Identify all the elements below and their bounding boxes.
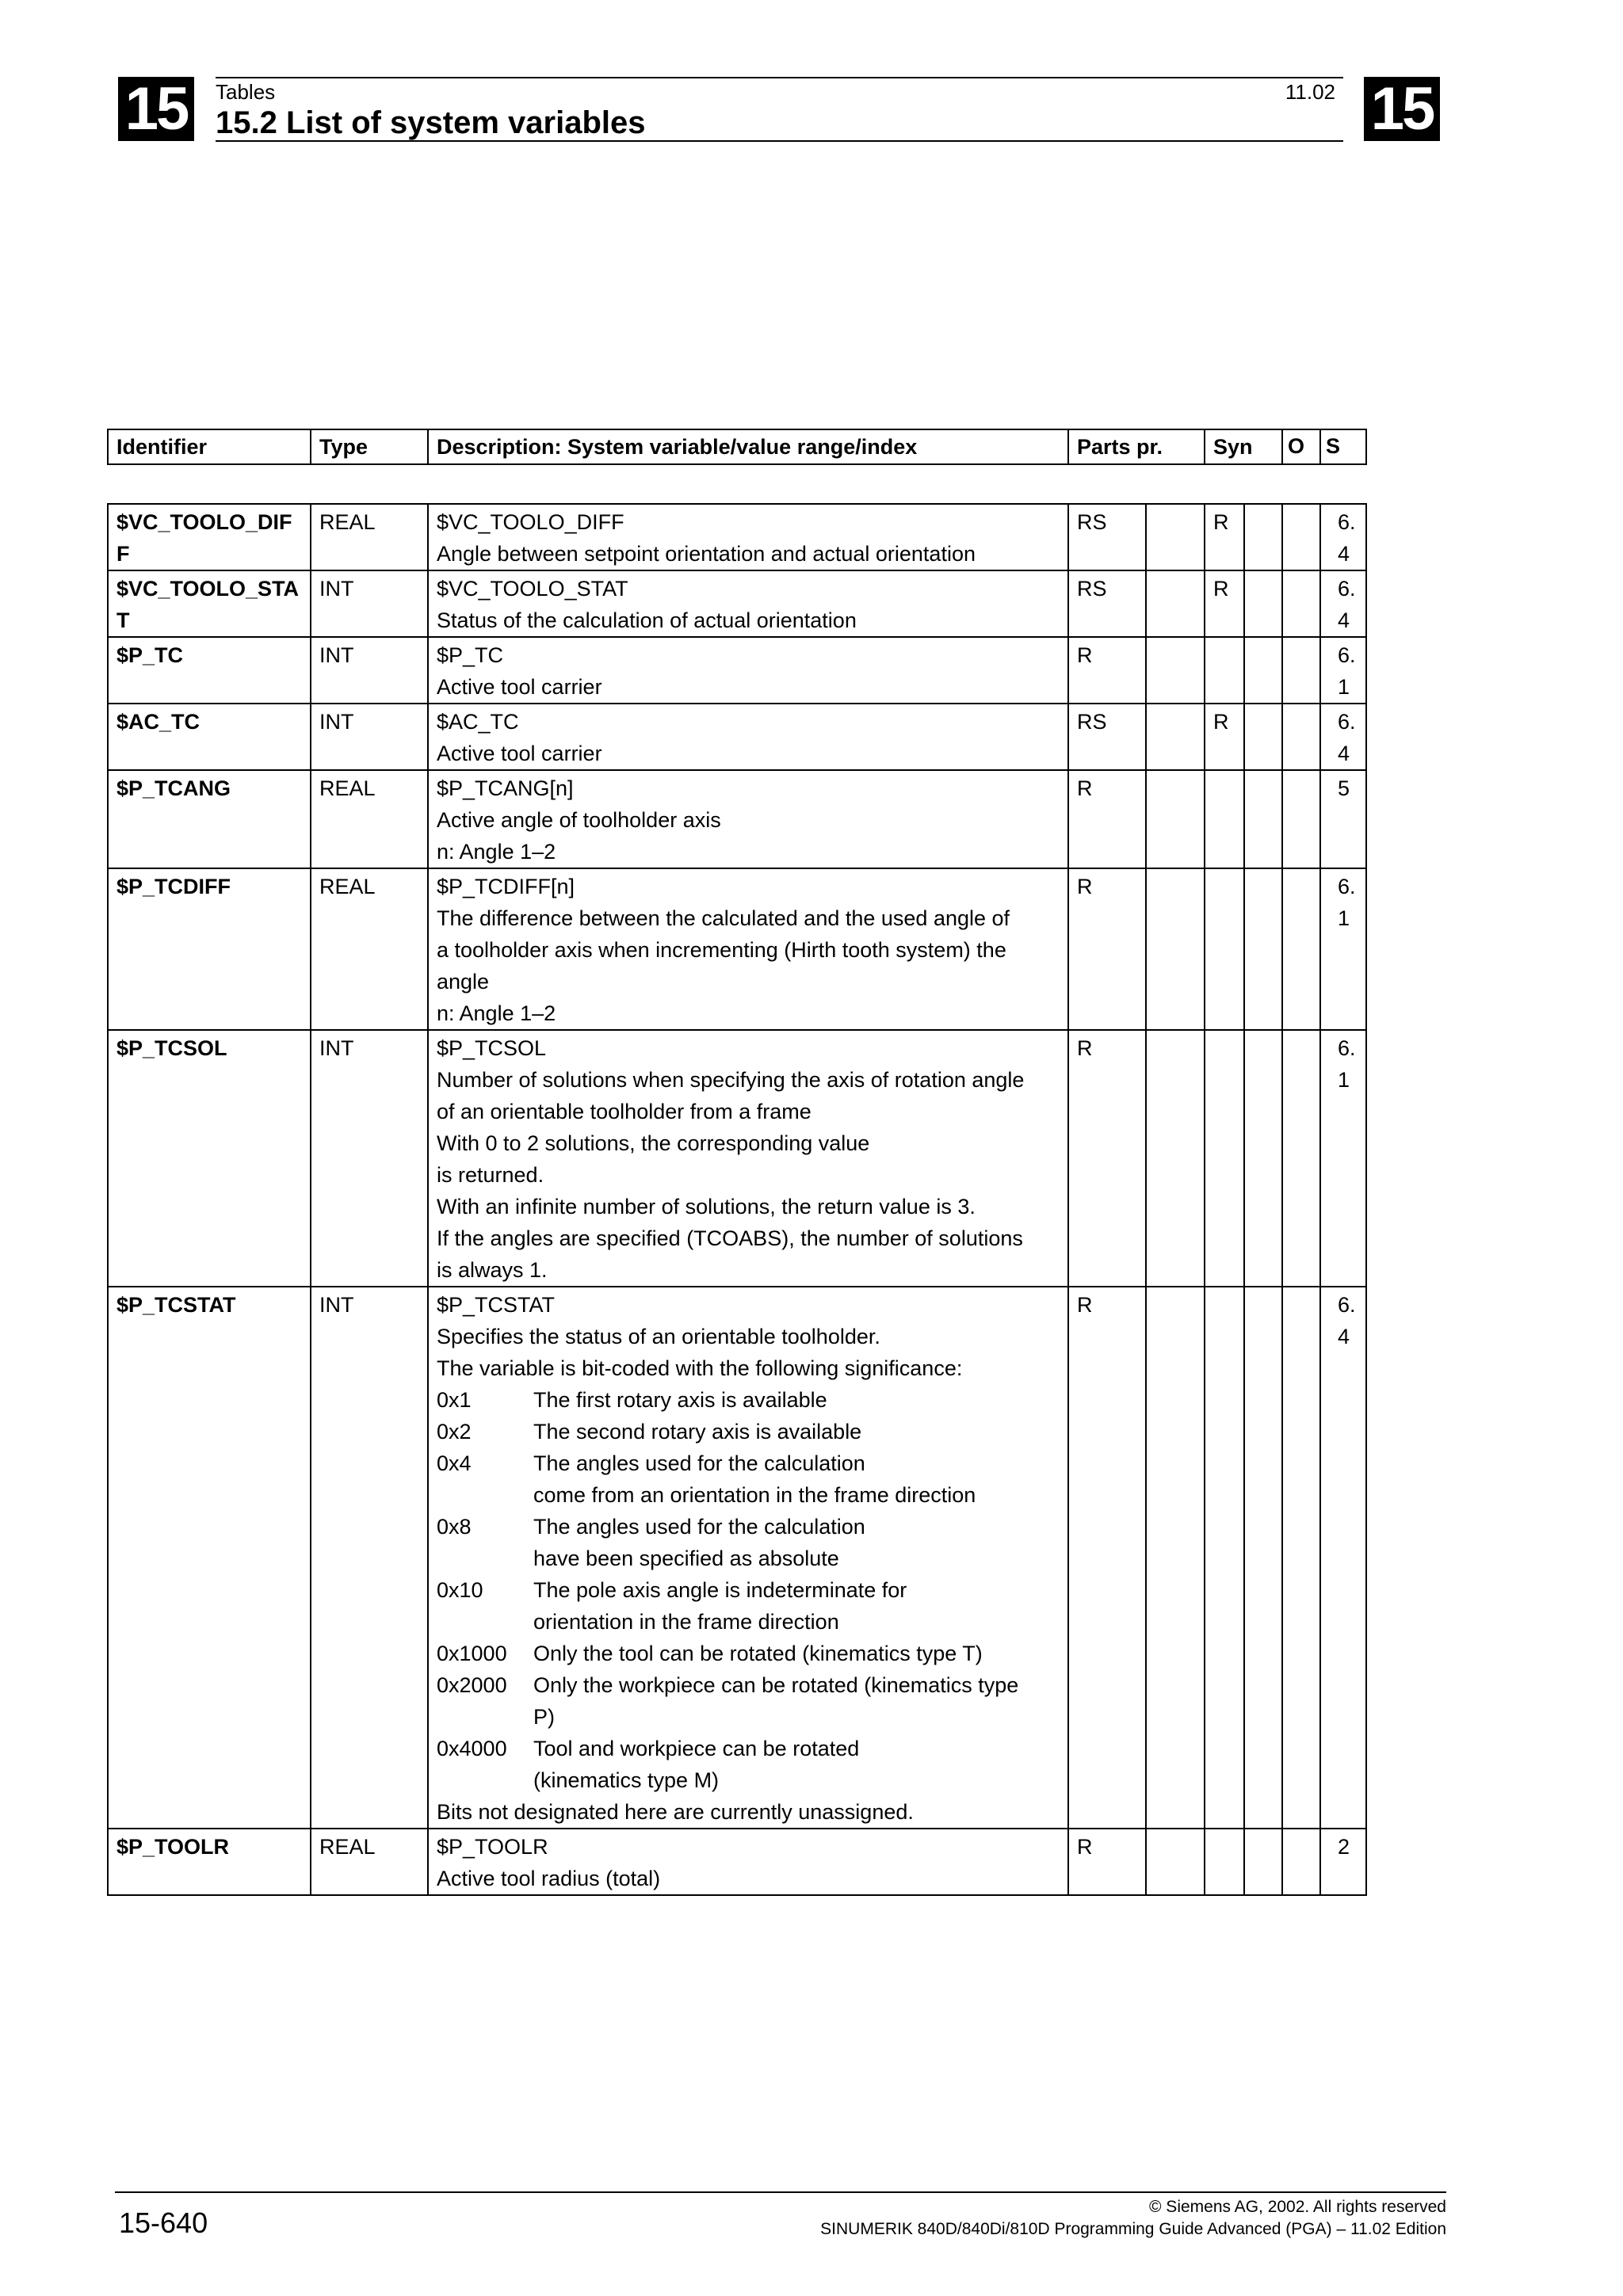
bit-definition [437,1416,1060,1447]
description-cell [428,504,1068,570]
copyright-notice: © Siemens AG, 2002. All rights reserved [1149,2198,1446,2216]
o-cell [1282,637,1320,704]
s-value: 6.4 [1338,510,1356,566]
parts-pr-cell: R [1068,637,1146,704]
table-row [108,1829,1366,1895]
header-section-label: Tables [216,80,276,104]
footer-rule [115,2191,1446,2193]
description-line: $P_TCANG[n] [437,776,574,800]
description-line: $VC_TOOLO_STAT [437,577,628,601]
o-cell [1282,504,1320,570]
syn-cell [1205,637,1244,704]
header-o: O [1282,429,1320,464]
system-variables-table [107,503,1367,1896]
table-row [108,1287,1366,1829]
type-cell: REAL [311,868,428,1030]
s-value: 6.1 [1338,643,1356,699]
table-row [108,570,1366,637]
s-value: 6.4 [1338,710,1356,765]
description-line: is always 1. [437,1258,548,1282]
s-value: 6.1 [1338,1036,1356,1092]
bit-code: 0x1 [437,1388,472,1412]
description-cell [428,1287,1068,1829]
description-line: Specifies the status of an orientable toolholder. [437,1325,880,1348]
header-syn: Syn [1205,429,1282,464]
syn-extra-cell [1244,570,1282,637]
description-line: If the angles are specified (TCOABS), the number of solutions [437,1226,1023,1250]
page-number: 15-640 [119,2206,208,2239]
identifier-cell: $VC_TOOLO_STAT [108,570,311,637]
description-line: n: Angle 1–2 [437,840,556,864]
bit-code: 0x2 [437,1420,472,1444]
description-line: is returned. [437,1163,544,1187]
syn-extra-cell [1244,637,1282,704]
table-row [108,504,1366,570]
parts-pr-extra-cell [1146,770,1205,868]
description-cell [428,1829,1068,1895]
identifier-cell: $VC_TOOLO_DIFF [108,504,311,570]
syn-cell [1205,1287,1244,1829]
identifier-cell: $P_TOOLR [108,1829,311,1895]
parts-pr-extra-cell [1146,1829,1205,1895]
description-line: $P_TOOLR [437,1835,548,1859]
table-row [108,868,1366,1030]
table-header [107,429,1367,465]
description-line: $P_TCSTAT [437,1293,556,1317]
s-cell [1320,637,1366,704]
o-cell [1282,704,1320,770]
page-title: 15.2 List of system variables [216,105,646,140]
parts-pr-cell: R [1068,1030,1146,1287]
table-row [108,637,1366,704]
bit-text: The angles used for the calculation come from an orientation in the frame direction [533,1451,976,1507]
syn-cell: R [1205,570,1244,637]
manual-title: SINUMERIK 840D/840Di/810D Programming Guide Advanced (PGA) – 11.02 Edition [820,2220,1446,2238]
bit-text: Tool and workpiece can be rotated (kinematics type M) [533,1737,860,1792]
syn-cell [1205,1030,1244,1287]
description-cell [428,868,1068,1030]
table-row [108,770,1366,868]
header-type: Type [311,429,428,464]
parts-pr-cell: R [1068,770,1146,868]
bit-code: 0x4 [437,1451,472,1475]
parts-pr-cell: R [1068,868,1146,1030]
table-row [108,1030,1366,1287]
description-cell [428,570,1068,637]
description-line: $P_TCSOL [437,1036,547,1060]
syn-extra-cell [1244,1287,1282,1829]
type-cell: REAL [311,504,428,570]
header-bottom-rule [216,140,1343,142]
parts-pr-cell: RS [1068,704,1146,770]
parts-pr-cell: RS [1068,570,1146,637]
parts-pr-extra-cell [1146,1287,1205,1829]
description-line: The difference between the calculated and the used angle of [437,906,1010,930]
s-cell [1320,770,1366,868]
o-cell [1282,570,1320,637]
s-value: 6.4 [1338,1293,1356,1348]
parts-pr-cell: R [1068,1829,1146,1895]
syn-extra-cell [1244,868,1282,1030]
description-line: Active tool carrier [437,742,602,765]
type-cell: REAL [311,1829,428,1895]
identifier-cell: $AC_TC [108,704,311,770]
bit-text: The first rotary axis is available [533,1388,827,1412]
parts-pr-extra-cell [1146,704,1205,770]
chapter-badge-left: 15 [118,77,194,141]
s-cell [1320,704,1366,770]
s-cell [1320,1030,1366,1287]
s-value: 5 [1338,776,1350,800]
header-description: Description: System variable/value range/index [428,429,1068,464]
description-line: of an orientable toolholder from a frame [437,1100,812,1123]
description-line: angle [437,970,490,994]
parts-pr-extra-cell [1146,504,1205,570]
o-cell [1282,1287,1320,1829]
description-line: Active angle of toolholder axis [437,808,721,832]
bit-definition [437,1638,1060,1669]
o-cell [1282,868,1320,1030]
description-line: Active tool radius (total) [437,1867,661,1890]
header-identifier: Identifier [108,429,311,464]
o-cell [1282,1030,1320,1287]
header-s: S [1320,429,1366,464]
bit-code: 0x2000 [437,1673,507,1697]
syn-extra-cell [1244,1829,1282,1895]
header-parts-pr: Parts pr. [1068,429,1205,464]
bit-code: 0x8 [437,1515,472,1539]
type-cell: INT [311,704,428,770]
parts-pr-extra-cell [1146,868,1205,1030]
syn-cell [1205,868,1244,1030]
description-line: With an infinite number of solutions, the return value is 3. [437,1195,976,1219]
s-value: 6.4 [1338,577,1356,632]
s-cell [1320,868,1366,1030]
identifier-cell: $P_TC [108,637,311,704]
s-value: 6.1 [1338,875,1356,930]
identifier-cell: $P_TCDIFF [108,868,311,1030]
description-cell [428,704,1068,770]
syn-cell [1205,770,1244,868]
syn-cell: R [1205,704,1244,770]
bit-text: Only the tool can be rotated (kinematics type T) [533,1642,983,1665]
bit-code: 0x4000 [437,1737,507,1760]
syn-extra-cell [1244,770,1282,868]
description-line: Active tool carrier [437,675,602,699]
parts-pr-cell: R [1068,1287,1146,1829]
bit-definition [437,1511,1060,1574]
description-line: Angle between setpoint orientation and actual orientation [437,542,976,566]
type-cell: INT [311,1030,428,1287]
syn-extra-cell [1244,1030,1282,1287]
description-line: $AC_TC [437,710,519,734]
description-line: Status of the calculation of actual orientation [437,608,857,632]
bit-text: The second rotary axis is available [533,1420,862,1444]
syn-extra-cell [1244,504,1282,570]
syn-cell [1205,1829,1244,1895]
description-line: The variable is bit-coded with the following significance: [437,1356,963,1380]
parts-pr-cell: RS [1068,504,1146,570]
description-line: With 0 to 2 solutions, the corresponding value [437,1131,870,1155]
description-line: a toolholder axis when incrementing (Hirth tooth system) the [437,938,1006,962]
chapter-badge-right: 15 [1364,77,1440,141]
syn-extra-cell [1244,704,1282,770]
parts-pr-extra-cell [1146,570,1205,637]
description-cell [428,637,1068,704]
description-cell [428,770,1068,868]
parts-pr-extra-cell [1146,1030,1205,1287]
bit-definition [437,1574,1060,1638]
identifier-cell: $P_TCSTAT [108,1287,311,1829]
s-value: 2 [1338,1835,1350,1859]
header-top-rule [216,77,1343,78]
bit-definition [437,1384,1060,1416]
bit-definition [437,1733,1060,1796]
description-line: $P_TC [437,643,504,667]
description-cell [428,1030,1068,1287]
type-cell: REAL [311,770,428,868]
type-cell: INT [311,637,428,704]
s-cell [1320,570,1366,637]
identifier-cell: $P_TCANG [108,770,311,868]
s-cell [1320,504,1366,570]
table-row [108,704,1366,770]
o-cell [1282,770,1320,868]
description-line: Number of solutions when specifying the axis of rotation angle [437,1068,1025,1092]
description-footer: Bits not designated here are currently unassigned. [437,1800,914,1824]
type-cell: INT [311,1287,428,1829]
bit-code: 0x10 [437,1578,483,1602]
type-cell: INT [311,570,428,637]
bit-text: The angles used for the calculation have been specified as absolute [533,1515,865,1570]
bit-definition [437,1669,1060,1733]
parts-pr-extra-cell [1146,637,1205,704]
s-cell [1320,1829,1366,1895]
s-cell [1320,1287,1366,1829]
description-line: n: Angle 1–2 [437,1001,556,1025]
o-cell [1282,1829,1320,1895]
bit-text: The pole axis angle is indeterminate for orientation in the frame direction [533,1578,907,1634]
syn-cell: R [1205,504,1244,570]
description-line: $VC_TOOLO_DIFF [437,510,624,534]
bit-text: Only the workpiece can be rotated (kinematics type P) [533,1673,1019,1729]
bit-definition [437,1447,1060,1511]
header-date: 11.02 [1285,80,1335,104]
identifier-cell: $P_TCSOL [108,1030,311,1287]
bit-code: 0x1000 [437,1642,507,1665]
description-line: $P_TCDIFF[n] [437,875,575,898]
